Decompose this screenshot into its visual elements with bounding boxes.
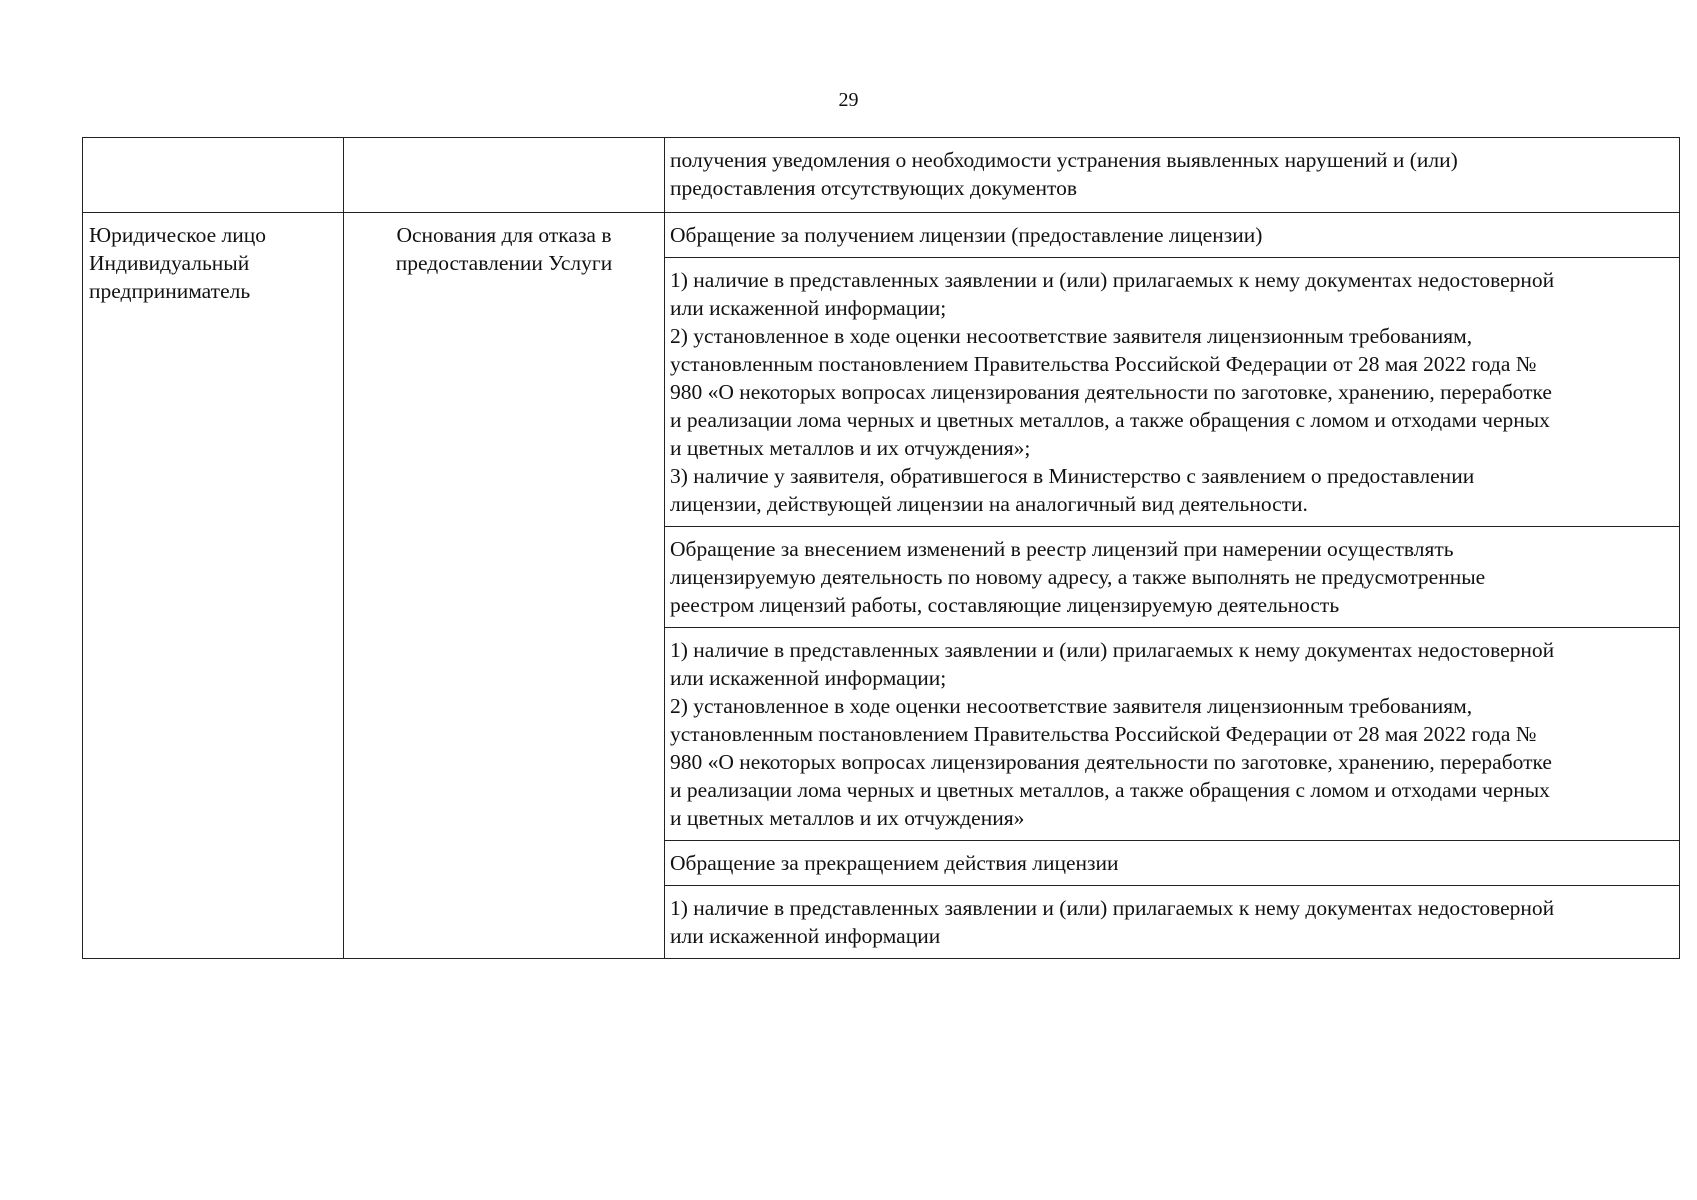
body-line: 2) установленное в ходе оценки несоответствие заявителя лицензионным требованиям, bbox=[670, 694, 1473, 718]
criterion-cell bbox=[344, 213, 665, 959]
criterion-line: Основания для отказа в bbox=[396, 223, 612, 247]
body-line: или искаженной информации; bbox=[670, 296, 947, 320]
body-line: или искаженной информации bbox=[670, 924, 941, 948]
continuation-cell bbox=[665, 138, 1680, 213]
applicant-cell bbox=[83, 213, 344, 959]
body-line: и цветных металлов и их отчуждения» bbox=[670, 806, 1025, 830]
section-body-changes bbox=[665, 628, 1680, 841]
body-line: 3) наличие у заявителя, обратившегося в Министерство с заявлением о предоставлении bbox=[670, 464, 1475, 488]
body-line: 1) наличие в представленных заявлении и (или) прилагаемых к нему документах недостоверной bbox=[670, 268, 1555, 292]
body-line: лицензии, действующей лицензии на аналогичный вид деятельности. bbox=[670, 492, 1308, 516]
body-line: установленным постановлением Правительства Российской Федерации от 28 мая 2022 года № bbox=[670, 722, 1537, 746]
body-line: или искаженной информации; bbox=[670, 666, 947, 690]
body-line: и цветных металлов и их отчуждения»; bbox=[670, 436, 1031, 460]
table-row bbox=[83, 213, 1680, 258]
criterion-line: предоставлении Услуги bbox=[395, 251, 613, 275]
body-line: 980 «О некоторых вопросах лицензирования деятельности по заготовке, хранению, переработке bbox=[670, 750, 1552, 774]
body-line: установленным постановлением Правительства Российской Федерации от 28 мая 2022 года № bbox=[670, 352, 1537, 376]
applicant-line: предприниматель bbox=[89, 279, 251, 303]
page-number: 29 bbox=[838, 89, 859, 111]
body-line: и реализации лома черных и цветных металлов, а также обращения с ломом и отходами черных bbox=[670, 778, 1550, 802]
applicant-line: Юридическое лицо bbox=[89, 223, 267, 247]
section-body-issue bbox=[665, 258, 1680, 527]
empty-cell-criterion bbox=[344, 138, 665, 213]
section-body-termination bbox=[665, 886, 1680, 959]
body-line: и реализации лома черных и цветных металлов, а также обращения с ломом и отходами черных bbox=[670, 408, 1550, 432]
applicant-line: Индивидуальный bbox=[89, 251, 250, 275]
continuation-line: получения уведомления о необходимости устранения выявленных нарушений и (или) bbox=[670, 148, 1458, 172]
heading-line: Обращение за прекращением действия лицензии bbox=[670, 851, 1119, 875]
empty-cell-applicant bbox=[83, 138, 344, 213]
heading-line: Обращение за получением лицензии (предоставление лицензии) bbox=[670, 223, 1263, 247]
section-heading-changes bbox=[665, 527, 1680, 628]
section-heading-termination bbox=[665, 841, 1680, 886]
body-line: 2) установленное в ходе оценки несоответствие заявителя лицензионным требованиям, bbox=[670, 324, 1473, 348]
heading-line: лицензируемую деятельность по новому адресу, а также выполнять не предусмотренные bbox=[670, 565, 1486, 589]
body-line: 1) наличие в представленных заявлении и (или) прилагаемых к нему документах недостоверной bbox=[670, 638, 1555, 662]
continuation-line: предоставления отсутствующих документов bbox=[670, 176, 1078, 200]
body-line: 1) наличие в представленных заявлении и (или) прилагаемых к нему документах недостоверной bbox=[670, 896, 1555, 920]
body-line: 980 «О некоторых вопросах лицензирования деятельности по заготовке, хранению, переработке bbox=[670, 380, 1552, 404]
table-row-continuation bbox=[83, 138, 1680, 213]
grounds-table bbox=[82, 137, 1680, 959]
heading-line: Обращение за внесением изменений в реестр лицензий при намерении осуществлять bbox=[670, 537, 1454, 561]
section-heading-issue bbox=[665, 213, 1680, 258]
heading-line: реестром лицензий работы, составляющие лицензируемую деятельность bbox=[670, 593, 1340, 617]
